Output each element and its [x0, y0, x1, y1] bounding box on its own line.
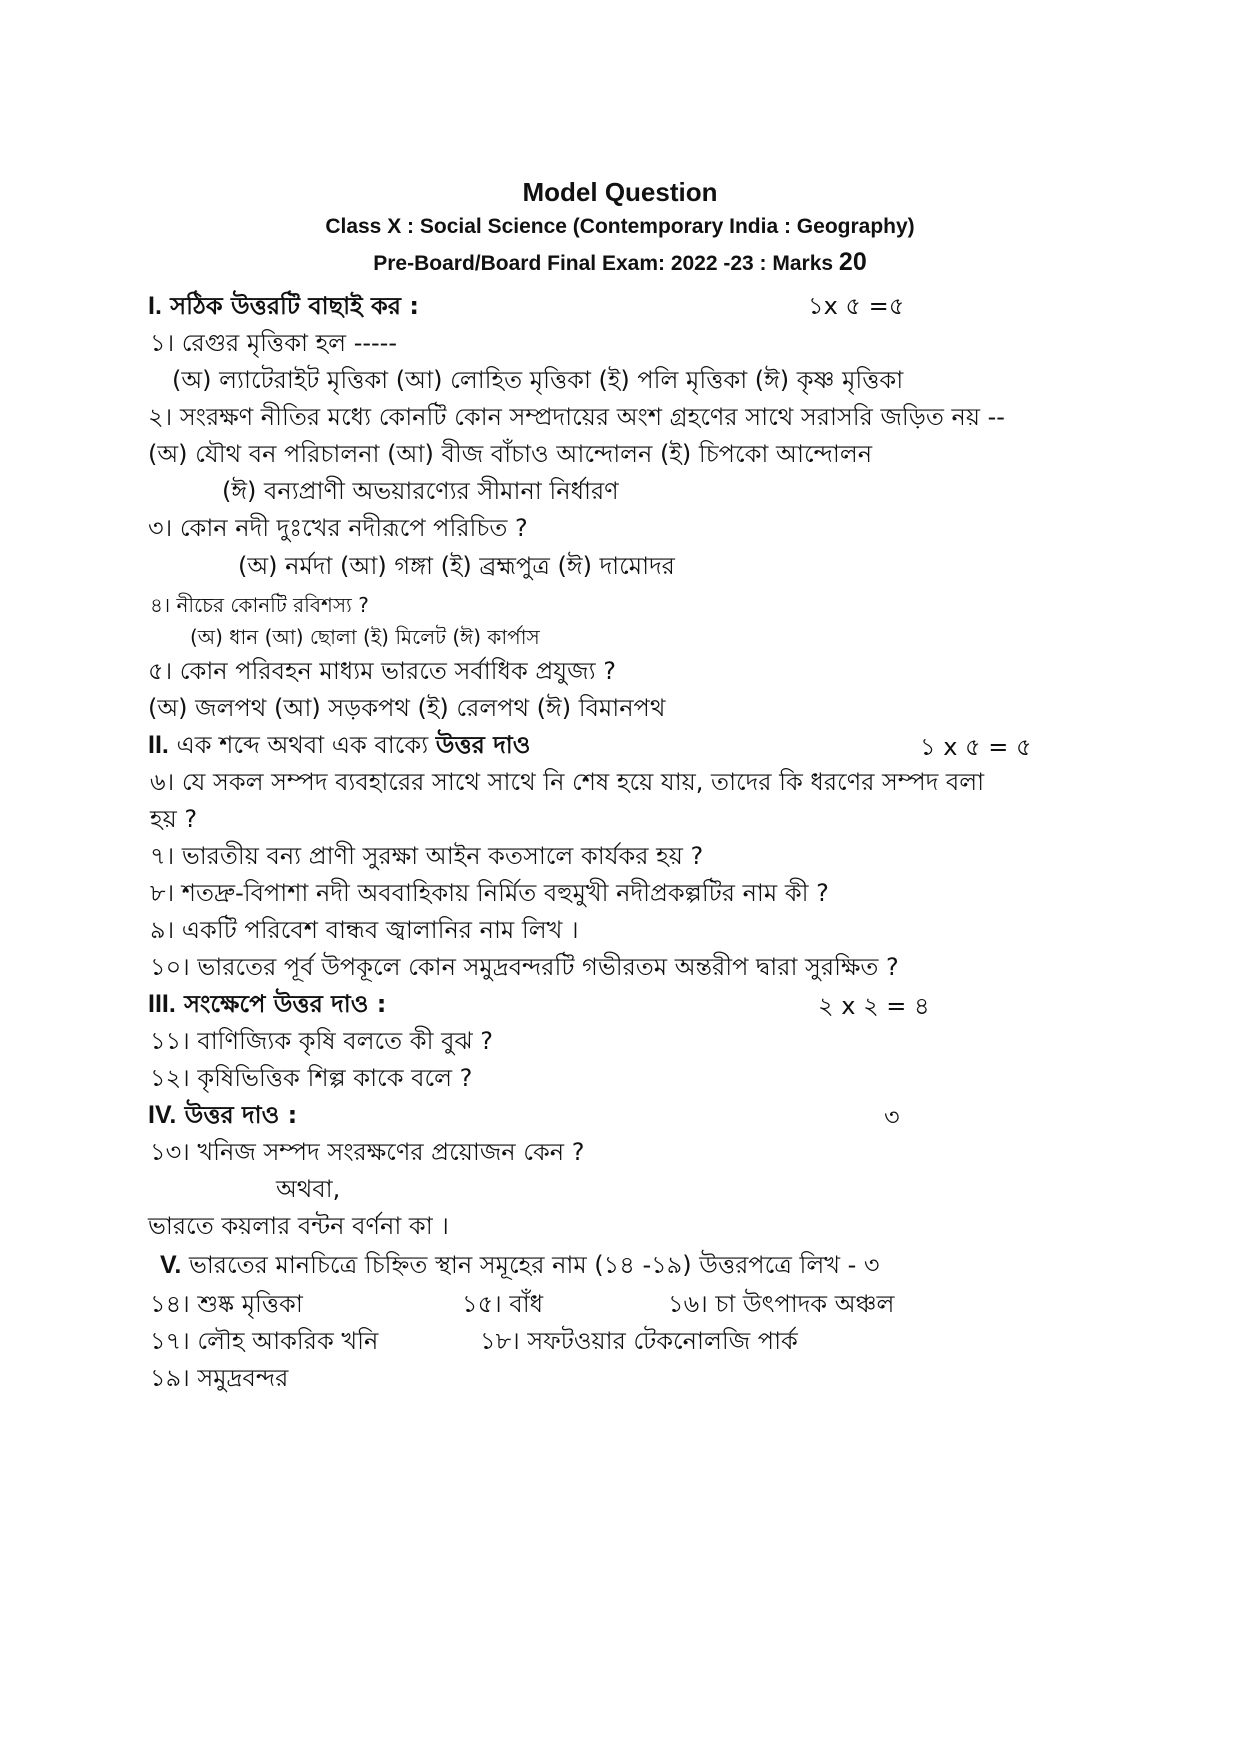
question-14: ১৪। শুষ্ক মৃত্তিকা: [150, 1290, 303, 1318]
question-9: ৯। একটি পরিবেশ বান্ধব জ্বালানির নাম লিখ ।: [150, 916, 579, 944]
section-5-number: V.: [160, 1251, 182, 1279]
section-5-heading: [160, 1249, 880, 1281]
section-4-title: উত্তর দাও :: [184, 1101, 298, 1129]
question-7: ৭। ভারতীয় বন্য প্রাণী সুরক্ষা আইন কতসালে কার্যকর হয় ?: [150, 842, 704, 870]
question-16: ১৬। চা উৎপাদক অঞ্চল: [668, 1290, 895, 1318]
section-3-heading: [148, 988, 386, 1020]
section-3-number: III.: [148, 990, 176, 1018]
question-3: ৩। কোন নদী দুঃখের নদীরূপে পরিচিত ?: [148, 514, 528, 542]
question-17: ১৭। লৌহ আকরিক খনি: [150, 1327, 379, 1355]
question-19: ১৯। সমুদ্রবন্দর: [150, 1364, 289, 1392]
exam-info-text: Pre-Board/Board Final Exam: 2022 -23 : Marks: [373, 252, 839, 275]
question-13-alternative: ভারতে কয়লার বন্টন বর্ণনা কা ।: [148, 1212, 449, 1240]
question-13: ১৩। খনিজ সম্পদ সংরক্ষণের প্রয়োজন কেন ?: [150, 1138, 585, 1166]
question-4-options: (অ) ধান (আ) ছোলা (ই) মিলেট (ঈ) কার্পাস: [190, 625, 540, 649]
section-1-title: সঠিক উত্তরটি বাছাই কর :: [170, 292, 419, 320]
section-2-heading: [148, 729, 530, 761]
question-10: ১০। ভারতের পূর্ব উপকূলে কোন সমুদ্রবন্দরটি গভীরতম অন্তরীপ দ্বারা সুরক্ষিত ?: [150, 953, 899, 981]
paper-title: Model Question: [522, 177, 718, 207]
question-18: ১৮। সফটওয়ার টেকনোলজি পার্ক: [480, 1327, 798, 1355]
section-5-title: ভারতের মানচিত্রে চিহ্নিত স্থান সমূহের নাম (১৪ -১৯) উত্তরপত্রে লিখ - ৩: [188, 1251, 880, 1279]
marks-total: 20: [838, 248, 867, 276]
section-4-marks: ৩: [884, 1103, 900, 1131]
section-1-number: I.: [148, 292, 162, 320]
question-2-options-b: (ঈ) বন্যপ্রাণী অভয়ারণ্যের সীমানা নির্ধারণ: [222, 477, 619, 505]
paper-subtitle: Class X : Social Science (Contemporary India : Geography): [325, 215, 915, 238]
question-15: ১৫। বাঁধ: [462, 1290, 544, 1318]
section-3-title: সংক্ষেপে উত্তর দাও :: [184, 990, 387, 1018]
question-3-options: (অ) নর্মদা (আ) গঙ্গা (ই) ব্রহ্মপুত্র (ঈ) দামোদর: [238, 552, 675, 580]
question-6: ৬। যে সকল সম্পদ ব্যবহারের সাথে সাথে নি শেষ হয়ে যায়, তাদের কি ধরণের সম্পদ বলা: [150, 768, 985, 796]
section-2-marks: ১ x ৫ = ৫: [920, 733, 1032, 761]
question-11: ১১। বাণিজ্যিক কৃষি বলতে কী বুঝ ?: [150, 1027, 493, 1055]
question-6-continued: হয় ?: [150, 805, 198, 833]
question-5: ৫। কোন পরিবহন মাধ্যম ভারতে সর্বাধিক প্রযুজ্য ?: [148, 657, 616, 685]
section-3-marks: ২ x ২ = ৪: [818, 992, 930, 1020]
question-1: ১। রেগুর মৃত্তিকা হল -----: [150, 329, 397, 357]
question-2: ২। সংরক্ষণ নীতির মধ্যে কোনটি কোন সম্প্রদায়ের অংশ গ্রহণের সাথে সরাসরি জড়িত নয় --: [148, 403, 1005, 431]
or-label: অথবা,: [276, 1175, 341, 1203]
question-5-options: (অ) জলপথ (আ) সড়কপথ (ই) রেলপথ (ঈ) বিমানপথ: [148, 694, 666, 722]
question-8: ৮। শতদ্রু-বিপাশা নদী অববাহিকায় নির্মিত বহুমুখী নদীপ্রকল্পটির নাম কী ?: [150, 879, 829, 907]
question-12: ১২। কৃষিভিত্তিক শিল্প কাকে বলে ?: [150, 1064, 473, 1092]
question-2-options-a: (অ) যৌথ বন পরিচালনা (আ) বীজ বাঁচাও আন্দোলন (ই) চিপকো আন্দোলন: [148, 440, 873, 468]
section-2-number: II.: [148, 731, 169, 759]
section-4-number: IV.: [148, 1101, 177, 1129]
section-1-marks: ১x ৫ =৫: [808, 292, 905, 320]
question-4: ৪। নীচের কোনটি রবিশস্য ?: [150, 593, 369, 617]
question-1-options: (অ) ল্যাটেরাইট মৃত্তিকা (আ) লোহিত মৃত্তিকা (ই) পলি মৃত্তিকা (ঈ) কৃষ্ণ মৃত্তিকা: [172, 366, 904, 394]
section-4-heading: [148, 1099, 297, 1131]
section-2-title-bold: উত্তর দাও: [435, 731, 531, 759]
section-1-heading: [148, 290, 419, 322]
exam-info: [0, 246, 1240, 280]
section-2-title: এক শব্দে অথবা এক বাক্যে: [176, 731, 436, 759]
